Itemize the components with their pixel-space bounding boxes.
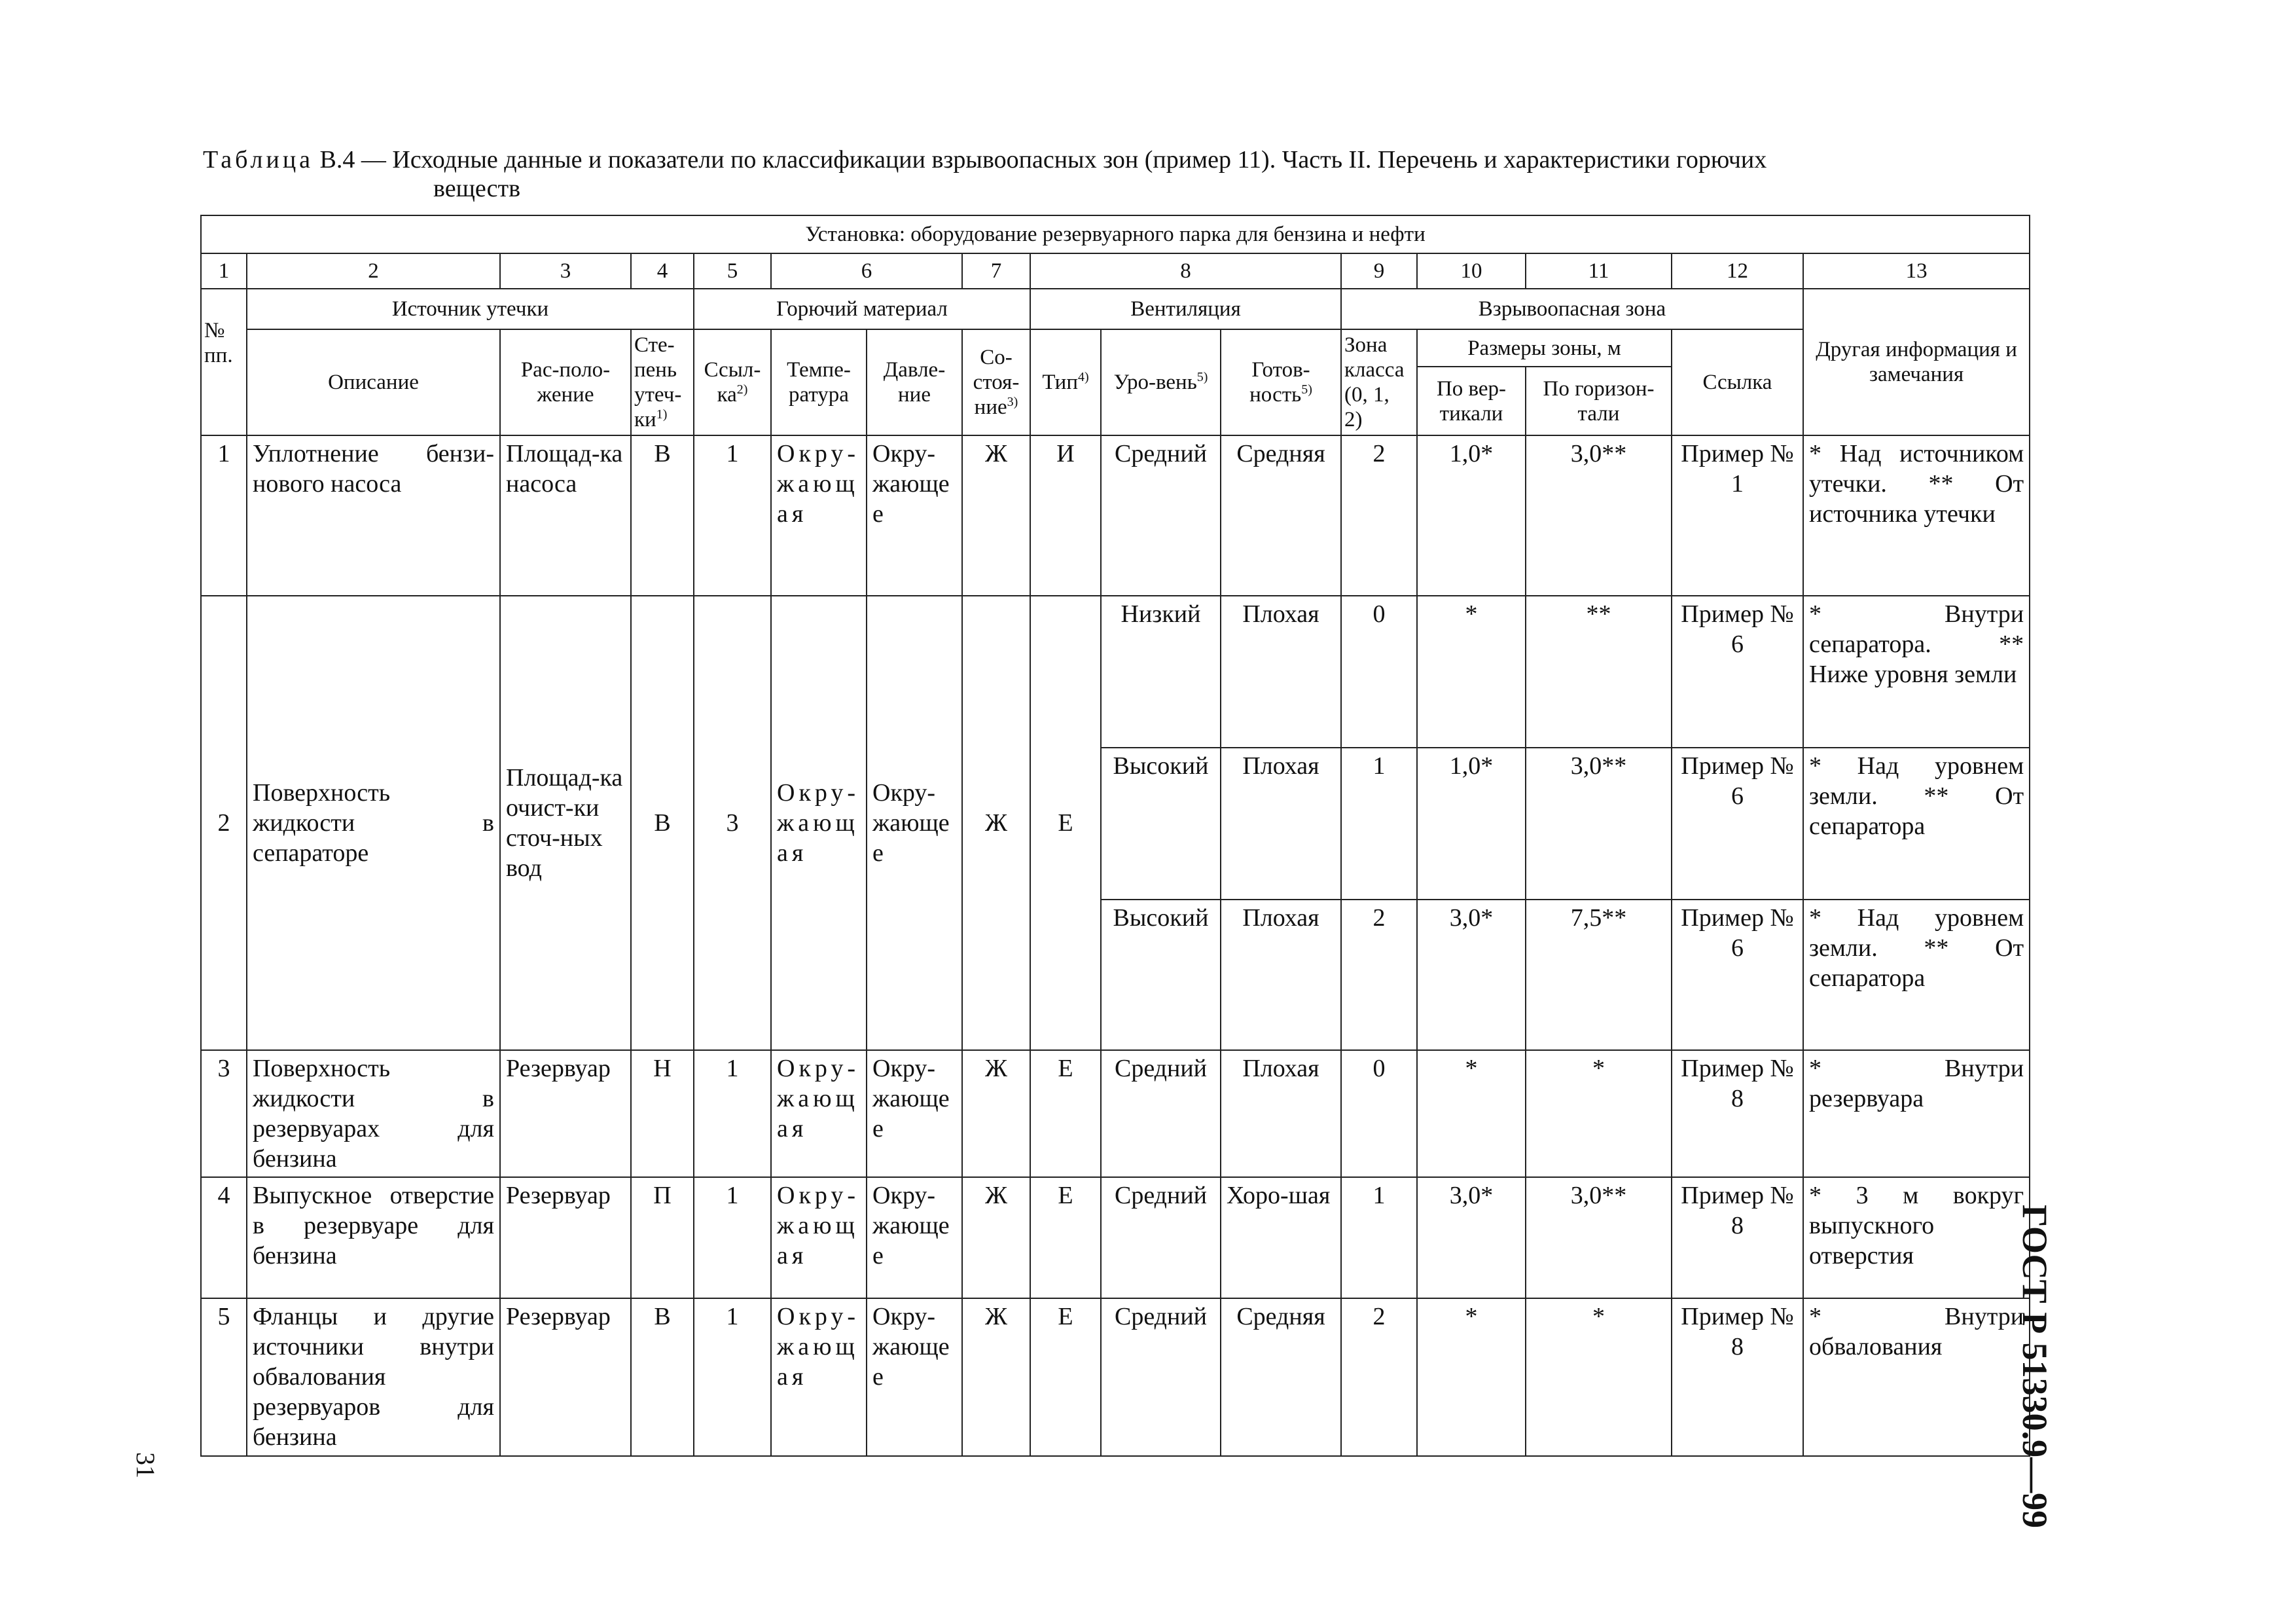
header-description: Описание <box>247 329 500 435</box>
col-number: 3 <box>500 253 631 289</box>
zone-vertical: 1,0* <box>1417 748 1526 900</box>
header-ref-material: Ссыл-$ка^{2)}$ <box>694 329 771 435</box>
zone-class: 0 <box>1341 1050 1417 1177</box>
vent-readiness: Плохая <box>1221 748 1341 900</box>
zone-horizontal: 3,0** <box>1526 1177 1672 1298</box>
header-ventilation: Вентиляция <box>1030 289 1341 329</box>
leak-degree: В <box>631 596 694 1050</box>
zone-note: * Внутри сепаратора. ** Ниже уровня земли <box>1803 596 2030 748</box>
header-zone-class: Зона класса (0, 1, 2) <box>1341 329 1417 435</box>
zone-note: * Над уровнем земли. ** От сепаратора <box>1803 748 2030 900</box>
zone-horizontal: 7,5** <box>1526 900 1672 1050</box>
header-state: Со-стоя-ние$^{3)}$ <box>962 329 1030 435</box>
zone-class: 2 <box>1341 435 1417 596</box>
vent-type: Е <box>1030 1298 1101 1456</box>
source-location: Резервуар <box>500 1177 631 1298</box>
col-number: 12 <box>1672 253 1803 289</box>
header-zone-sizes: Размеры зоны, м <box>1417 329 1672 367</box>
vent-type: И <box>1030 435 1101 596</box>
header-temperature: Темпе-ратура <box>771 329 867 435</box>
zone-class: 2 <box>1341 1298 1417 1456</box>
zone-class: 1 <box>1341 748 1417 900</box>
zone-vertical: * <box>1417 596 1526 748</box>
source-location: Резервуар <box>500 1298 631 1456</box>
state: Ж <box>962 1298 1030 1456</box>
header-pressure: Давле-ние <box>867 329 962 435</box>
zone-note: * 3 м вокруг выпускного отверстия <box>1803 1177 2030 1298</box>
table-caption <box>203 145 2029 203</box>
source-location: Резервуар <box>500 1050 631 1177</box>
vent-type: Е <box>1030 596 1101 1050</box>
row-number: 3 <box>201 1050 247 1177</box>
vent-type: Е <box>1030 1050 1101 1177</box>
classification-table <box>200 215 2030 1457</box>
vent-readiness: Средняя <box>1221 435 1341 596</box>
header-readiness: Готов-ность$^{5)}$ <box>1221 329 1341 435</box>
table-row <box>201 1298 2030 1456</box>
state: Ж <box>962 435 1030 596</box>
zone-note: * Внутри обвалования <box>1803 1298 2030 1456</box>
header-level: Уро-вень$^{5)}$ <box>1101 329 1221 435</box>
pressure: Окру-жающее <box>867 1298 962 1456</box>
material-ref: 1 <box>694 1177 771 1298</box>
row-number: 4 <box>201 1177 247 1298</box>
row-number: 1 <box>201 435 247 596</box>
header-horizontal: По горизон-тали <box>1526 367 1672 435</box>
vent-type: Е <box>1030 1177 1101 1298</box>
col-number: 9 <box>1341 253 1417 289</box>
temperature: Окру-жающая <box>771 1298 867 1456</box>
page-number: 31 <box>131 1452 160 1478</box>
vent-level: Высокий <box>1101 748 1221 900</box>
zone-vertical: 3,0* <box>1417 1177 1526 1298</box>
temperature: Окру-жающая <box>771 1177 867 1298</box>
vent-readiness: Средняя <box>1221 1298 1341 1456</box>
col-number: 10 <box>1417 253 1526 289</box>
header-other: Другая информация и замечания <box>1803 289 2030 435</box>
caption-label: Таблица <box>203 146 314 173</box>
material-ref: 1 <box>694 1050 771 1177</box>
table-row <box>201 596 2030 748</box>
header-npp: № пп. <box>201 289 247 435</box>
zone-note: * Над уровнем земли. ** От сепаратора <box>1803 900 2030 1050</box>
vent-readiness: Плохая <box>1221 596 1341 748</box>
zone-class: 0 <box>1341 596 1417 748</box>
zone-ref: Пример № 6 <box>1672 900 1803 1050</box>
header-zone: Взрывоопасная зона <box>1341 289 1803 329</box>
row-number: 2 <box>201 596 247 1050</box>
zone-horizontal: ** <box>1526 596 1672 748</box>
header-source: Источник утечки <box>247 289 694 329</box>
row-number: 5 <box>201 1298 247 1456</box>
table-row <box>201 1177 2030 1298</box>
zone-ref: Пример № 8 <box>1672 1298 1803 1456</box>
header-location: Рас-поло-жение <box>500 329 631 435</box>
zone-horizontal: * <box>1526 1050 1672 1177</box>
state: Ж <box>962 1050 1030 1177</box>
leak-degree: Н <box>631 1050 694 1177</box>
zone-horizontal: 3,0** <box>1526 435 1672 596</box>
vent-level: Средний <box>1101 1298 1221 1456</box>
zone-note: * Над источником утечки. ** От источника утечки <box>1803 435 2030 596</box>
temperature: Окру-жающая <box>771 435 867 596</box>
temperature: Окру-жающая <box>771 1050 867 1177</box>
col-number: 6 <box>771 253 962 289</box>
table-title: Установка: оборудование резервуарного парка для бензина и нефти <box>201 215 2030 253</box>
zone-note: * Внутри резервуара <box>1803 1050 2030 1177</box>
leak-degree: В <box>631 1298 694 1456</box>
header-zone-ref: Ссылка <box>1672 329 1803 435</box>
state: Ж <box>962 1177 1030 1298</box>
vent-readiness: Хоро-шая <box>1221 1177 1341 1298</box>
col-number: 8 <box>1030 253 1341 289</box>
table-row <box>201 435 2030 596</box>
header-degree: Сте-пень утеч-$ки^{1)}$ <box>631 329 694 435</box>
source-description: Выпускное отверстие в резервуаре для бензина <box>247 1177 500 1298</box>
standard-designation: ГОСТ Р 51330.9—99 <box>2015 1205 2054 1529</box>
caption-text: В.4 — Исходные данные и показатели по классификации взрывоопасных зон (пример 11). Часть II. Перечень и характеристики горючих <box>319 146 1767 173</box>
zone-vertical: * <box>1417 1050 1526 1177</box>
source-description: Фланцы и другие источники внутри обвалования резервуаров для бензина <box>247 1298 500 1456</box>
vent-level: Средний <box>1101 1177 1221 1298</box>
source-description: Поверхность жидкости в сепараторе <box>247 596 500 1050</box>
leak-degree: П <box>631 1177 694 1298</box>
vent-level: Высокий <box>1101 900 1221 1050</box>
vent-level: Средний <box>1101 1050 1221 1177</box>
vent-level: Низкий <box>1101 596 1221 748</box>
header-material: Горючий материал <box>694 289 1030 329</box>
vent-readiness: Плохая <box>1221 900 1341 1050</box>
col-number: 7 <box>962 253 1030 289</box>
col-number: 11 <box>1526 253 1672 289</box>
source-location: Площад-ка очист-ки сточ-ных вод <box>500 596 631 1050</box>
temperature: Окру-жающая <box>771 596 867 1050</box>
zone-ref: Пример № 6 <box>1672 748 1803 900</box>
state: Ж <box>962 596 1030 1050</box>
zone-ref: Пример № 8 <box>1672 1050 1803 1177</box>
zone-horizontal: * <box>1526 1298 1672 1456</box>
zone-horizontal: 3,0** <box>1526 748 1672 900</box>
header-vertical: По вер-тикали <box>1417 367 1526 435</box>
pressure: Окру-жающее <box>867 1050 962 1177</box>
zone-vertical: 3,0* <box>1417 900 1526 1050</box>
vent-level: Средний <box>1101 435 1221 596</box>
vent-readiness: Плохая <box>1221 1050 1341 1177</box>
zone-ref: Пример № 6 <box>1672 596 1803 748</box>
zone-class: 1 <box>1341 1177 1417 1298</box>
col-number: 1 <box>201 253 247 289</box>
col-number: 5 <box>694 253 771 289</box>
col-number: 2 <box>247 253 500 289</box>
pressure: Окру-жающее <box>867 1177 962 1298</box>
header-type: Тип$^{4)}$ <box>1030 329 1101 435</box>
table-row <box>201 1050 2030 1177</box>
caption-text-line2: веществ <box>433 175 521 202</box>
zone-ref: Пример № 1 <box>1672 435 1803 596</box>
source-description: Поверхность жидкости в резервуарах для бензина <box>247 1050 500 1177</box>
material-ref: 3 <box>694 596 771 1050</box>
zone-vertical: * <box>1417 1298 1526 1456</box>
source-description: Уплотнение бензи-нового насоса <box>247 435 500 596</box>
material-ref: 1 <box>694 435 771 596</box>
pressure: Окру-жающее <box>867 596 962 1050</box>
material-ref: 1 <box>694 1298 771 1456</box>
source-location: Площад-ка насоса <box>500 435 631 596</box>
zone-class: 2 <box>1341 900 1417 1050</box>
col-number: 4 <box>631 253 694 289</box>
zone-ref: Пример № 8 <box>1672 1177 1803 1298</box>
col-number: 13 <box>1803 253 2030 289</box>
leak-degree: В <box>631 435 694 596</box>
pressure: Окру-жающее <box>867 435 962 596</box>
zone-vertical: 1,0* <box>1417 435 1526 596</box>
